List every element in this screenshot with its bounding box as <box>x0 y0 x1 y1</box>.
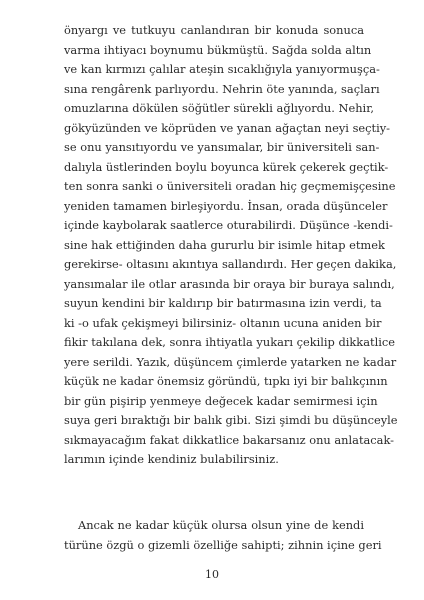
text-line: önyargı ve tutkuyu canlandıran bir konuda sonuca <box>64 23 364 37</box>
text-line: sine hak ettiğinden daha gururlu bir isimle hitap etmek <box>64 237 385 252</box>
text-line: türüne özgü o gizemli özelliğe sahipti; zihnin içine geri <box>64 537 382 552</box>
text-line: gerekirse- oltasını akıntıya sallandırdı. Her geçen dakika, <box>64 257 397 271</box>
text-line: küçük ne kadar önemsiz göründü, tıpkı iyi bir balıkçının <box>64 374 388 388</box>
text-line: se onu yansıtıyordu ve yansımalar, bir üniversiteli san- <box>64 140 380 154</box>
text-line: ten sonra sanki o üniversiteli oradan hiç geçmemişçesine <box>64 179 396 193</box>
page-number: 10 <box>205 568 219 581</box>
text-line: gökyüzünden ve köprüden ve yanan ağaçtan neyi seçtiy- <box>64 120 391 135</box>
text-line: sına rengârenk parlıyordu. Nehrin öte yanında, saçları <box>64 81 380 96</box>
text-line: ve kan kırmızı çalılar ateşin sıcaklığıyla yanıyormuşça- <box>64 62 380 76</box>
text-line: Ancak ne kadar küçük olursa olsun yine de kendi <box>78 518 364 532</box>
paragraph-1 <box>64 21 398 470</box>
text-line: yere serildi. Yazık, düşüncem çimlerde yatarken ne kadar <box>64 354 397 369</box>
text-line: içinde kaybolarak saatlerce oturabilirdi. Düşünce -kendi- <box>64 218 393 232</box>
paragraph-2 <box>64 516 382 555</box>
text-line: sıkmayacağım fakat dikkatlice bakarsanız onu anlatacak- <box>64 432 395 447</box>
text-line: yeniden tamamen birleşiyordu. İnsan, orada düşünceler <box>64 198 388 213</box>
text-line: suya geri bıraktığı bir balık gibi. Sizi şimdi bu düşünceyle <box>64 413 398 427</box>
text-line: yansımalar ile otlar arasında bir oraya bir buraya salındı, <box>64 276 395 291</box>
text-line: bir gün pişirip yenmeye değecek kadar semirmesi için <box>64 393 378 408</box>
text-line: omuzlarına dökülen söğütler sürekli ağlıyordu. Nehir, <box>64 101 375 115</box>
text-line: ki -o ufak çekişmeyi bilirsiniz- oltanın ucuna aniden bir <box>64 315 382 330</box>
text-line: suyun kendini bir kaldırıp bir batırmasına izin verdi, ta <box>64 296 382 310</box>
text-line: varma ihtiyacı boynumu bükmüştü. Sağda solda altın <box>64 42 372 57</box>
text-line: dalıyla üstlerinden boylu boyunca kürek çekerek geçtik- <box>64 159 389 174</box>
text-line: fikir takılana dek, sonra ihtiyatla yukarı çekilip dikkatlice <box>64 335 395 349</box>
text-line: larımın içinde kendiniz bulabilirsiniz. <box>64 452 279 466</box>
